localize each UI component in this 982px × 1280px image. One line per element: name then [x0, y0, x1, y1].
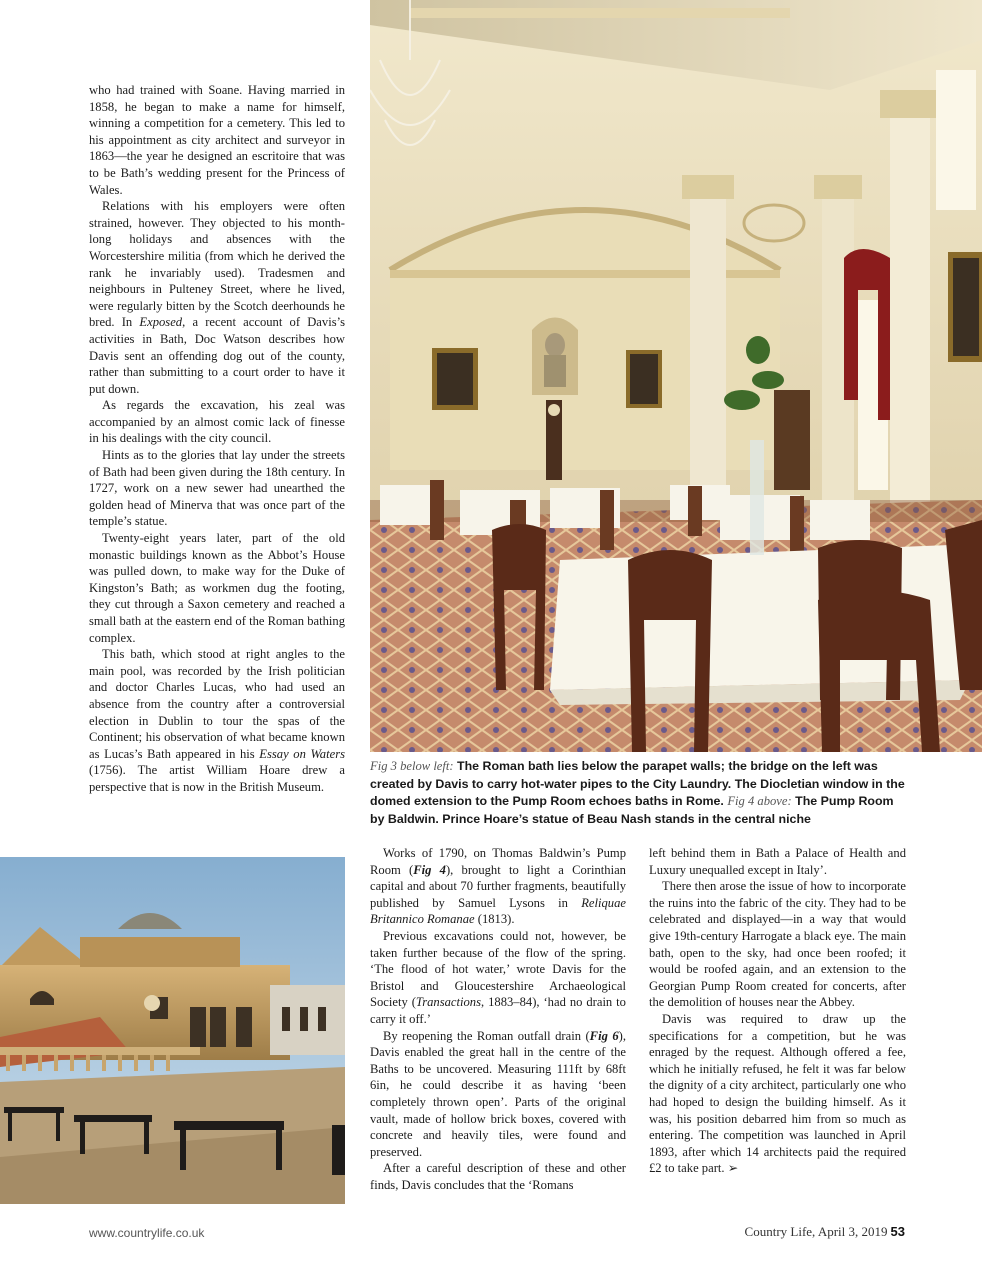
paragraph: This bath, which stood at right angles to the main pool, was recorded by the Irish politician and doctor Charles Lucas, who had used an absence from the country after a controversial election in Dublin to tour the spas of the Continent; his observation of what became known as Lucas’s Bath appeared in his Essay on Waters (1756). The artist William Hoare drew a perspective that is now in the British Museum. [89, 647, 345, 794]
paragraph: By reopening the Roman outfall drain (Fig 6), Davis enabled the great hall in the centre of the Baths to be uncovered. Measuring 111ft by 68ft 6in, he could describe it as having ‘been completely thrown open’. Parts of the original vault, made of hollow brick boxes, covered with concrete and heavily tiles, were found and preserved. [370, 1028, 626, 1159]
paragraph: Davis was required to draw up the specifications for a competition, but he was enraged by the request. Although offered a fee, which he initially refused, he felt it was far below the dignity of a city architect, particularly one who had hoped to design the building himself. As it was, his position debarred him from so much as entering. The competition was launched in April 1893, after which 14 architects paid the required £2 to take part. ➢ [649, 1011, 906, 1176]
paragraph: Hints as to the glories that lay under the streets of Bath had been given during the 18th century. In 1727, work on a new sewer had unearthed the golden head of Minerva that was once part of the temple’s statue. [89, 448, 345, 529]
paragraph: Previous excavations could not, however, be taken further because of the flow of the spring. ‘The flood of hot water,’ wrote Davis for the Bristol and Gloucestershire Archaeological Society (Transactions, 1883–84), ‘had no drain to carry it off.’ [370, 928, 626, 1026]
caption-label-fig4: Fig 4 above: [727, 794, 792, 809]
paragraph: Twenty-eight years later, part of the old monastic buildings known as the Abbot’s House was pulled down, to make way for the Duke of Kingston’s Bath; as workmen dug the footing, they cut through a Saxon cemetery and reached a small bath at the eastern end of the Roman bathing complex. [89, 531, 345, 645]
pump-room-photo [370, 0, 982, 752]
issue-info: Country Life, April 3, 2019 [744, 1224, 888, 1239]
paragraph: After a careful description of these and other finds, Davis concludes that the ‘Romans [370, 1161, 626, 1192]
paragraph: There then arose the issue of how to incorporate the ruins into the fabric of the city. They had to be celebrated and displayed—in a way that would give 19th-century Harrogate a black eye. The main bath, open to the sky, had once been roofed; it would be roofed again, and an extension to the Georgian Pump Room created for concerts, after the demolition of houses near the Abbey. [649, 879, 906, 1010]
caption-text-fig4: The Pump Room by Baldwin. Prince Hoare’s statue of Beau Nash stands in the central niche [370, 794, 894, 826]
footer-issue [745, 1224, 905, 1240]
paragraph: left behind them in Bath a Palace of Health and Luxury unequalled except in Italy’. [649, 846, 906, 877]
paragraph: who had trained with Soane. Having married in 1858, he began to make a name for himself, winning a competition for a cemetery. This led to his appointment as city architect and surveyor in 1863—the year he designed an escritoire that was to be Bath’s wedding present for the Princess of Wales. [89, 83, 345, 197]
continue-arrow-icon: ➢ [727, 1161, 739, 1176]
paragraph: Works of 1790, on Thomas Baldwin’s Pump Room (Fig 4), brought to light a Corinthian capital and about 70 further fragments, beautifully published by Samuel Lysons in Reliquae Britannico Romanae (1813). [370, 846, 626, 927]
footer-url: www.countrylife.co.uk [89, 1226, 205, 1240]
left-text-column [89, 82, 345, 796]
middle-text-column [370, 845, 626, 1193]
fig-reference: Fig 6 [589, 1028, 619, 1043]
page-number: 53 [890, 1224, 905, 1239]
paragraph: As regards the excavation, his zeal was accompanied by an almost comic lack of finesse in his dealings with the city council. [89, 398, 345, 446]
figure-caption [370, 758, 910, 828]
fig-reference: Fig 4 [413, 862, 446, 877]
caption-label-fig3: Fig 3 below left: [370, 759, 454, 773]
right-text-column [649, 845, 906, 1177]
roman-baths-exterior-photo [0, 857, 345, 1204]
paragraph: Relations with his employers were often strained, however. They objected to his month-long holidays and absences with the Worcestershire militia (from which he derived the rank he invariably used). Tradesmen and neighbours in Pulteney Street, where he lived, were regularly bitten by the Scotch deerhounds he bred. In Exposed, a recent account of Davis’s activities in Bath, Doc Watson describes how Davis sent an offending dog out of the county, rather than submitting to a court order to have it put down. [89, 199, 345, 396]
caption-text-fig3: The Roman bath lies below the parapet walls; the bridge on the left was created by Davis to carry hot-water pipes to the City Laundry. The Diocletian window in the domed extension to the Pump Room echoes baths in Rome. [370, 759, 905, 809]
